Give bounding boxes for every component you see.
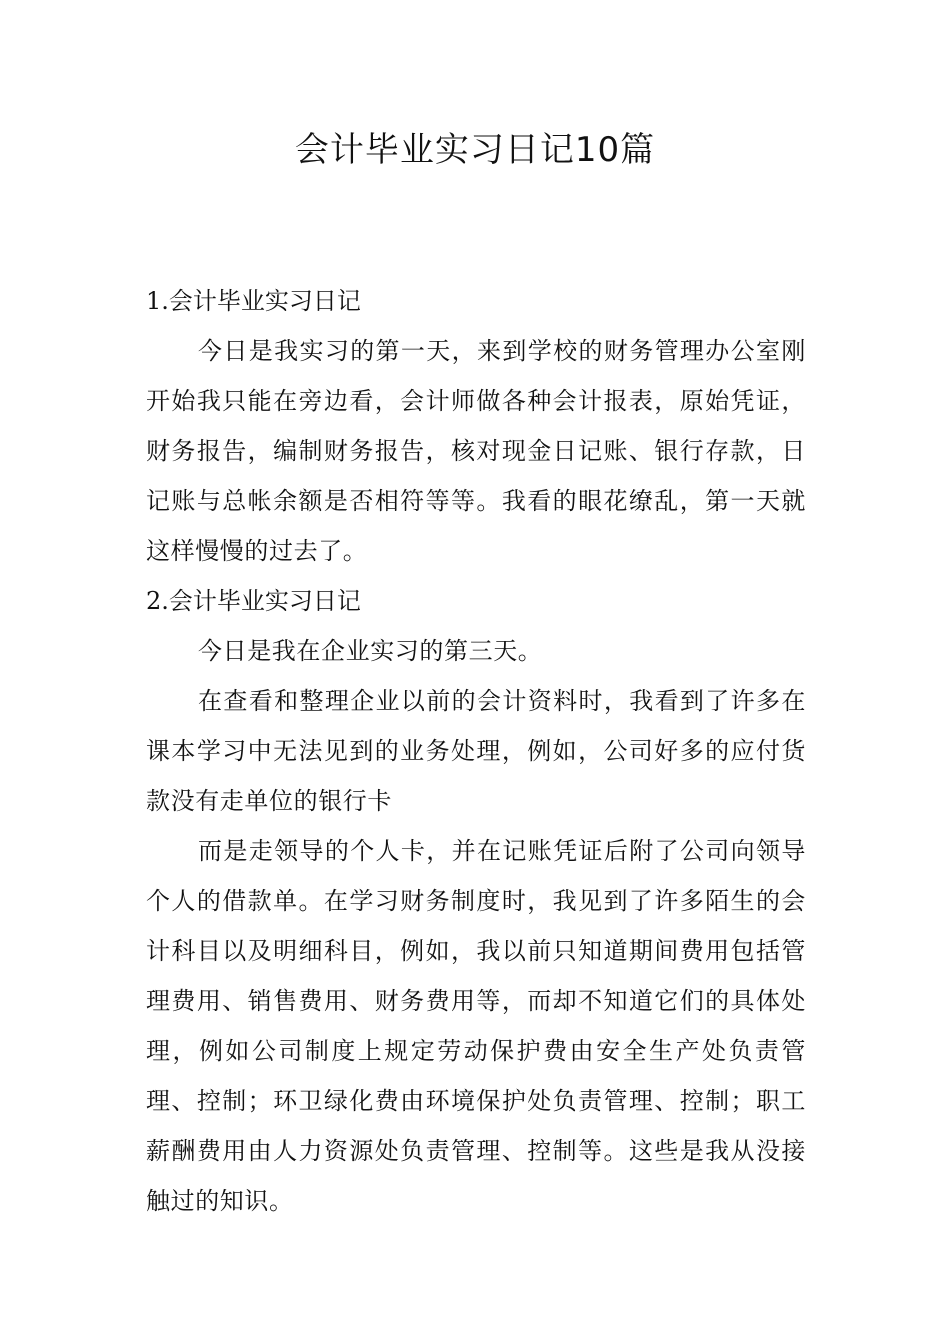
entry-paragraph: 在查看和整理企业以前的会计资料时，我看到了许多在课本学习中无法见到的业务处理，例如，公司好多的应付货款没有走单位的银行卡: [146, 687, 806, 815]
entry-paragraph: 今日是我实习的第一天，来到学校的财务管理办公室刚开始我只能在旁边看，会计师做各种会计报表，原始凭证，财务报告，编制财务报告，核对现金日记账、银行存款，日记账与总帐余额是否相符等等。我看的眼花缭乱，第一天就这样慢慢的过去了。: [146, 337, 806, 565]
diary-entry-2: [146, 576, 806, 1226]
diary-entry-1: [146, 276, 806, 576]
document-body: [146, 276, 806, 1226]
entry-heading: 2.会计毕业实习日记: [146, 587, 361, 615]
entry-paragraph: 今日是我在企业实习的第三天。: [198, 637, 543, 665]
entry-heading: 1.会计毕业实习日记: [146, 287, 361, 315]
entry-paragraph: 而是走领导的个人卡，并在记账凭证后附了公司向领导个人的借款单。在学习财务制度时，我见到了许多陌生的会计科目以及明细科目，例如，我以前只知道期间费用包括管理费用、销售费用、财务费用等，而却不知道它们的具体处理，例如公司制度上规定劳动保护费由安全生产处负责管理、控制；环卫绿化费由环境保护处负责管理、控制；职工薪酬费用由人力资源处负责管理、控制等。这些是我从没接触过的知识。: [146, 837, 806, 1215]
document-title: 会计毕业实习日记10篇: [294, 130, 656, 170]
